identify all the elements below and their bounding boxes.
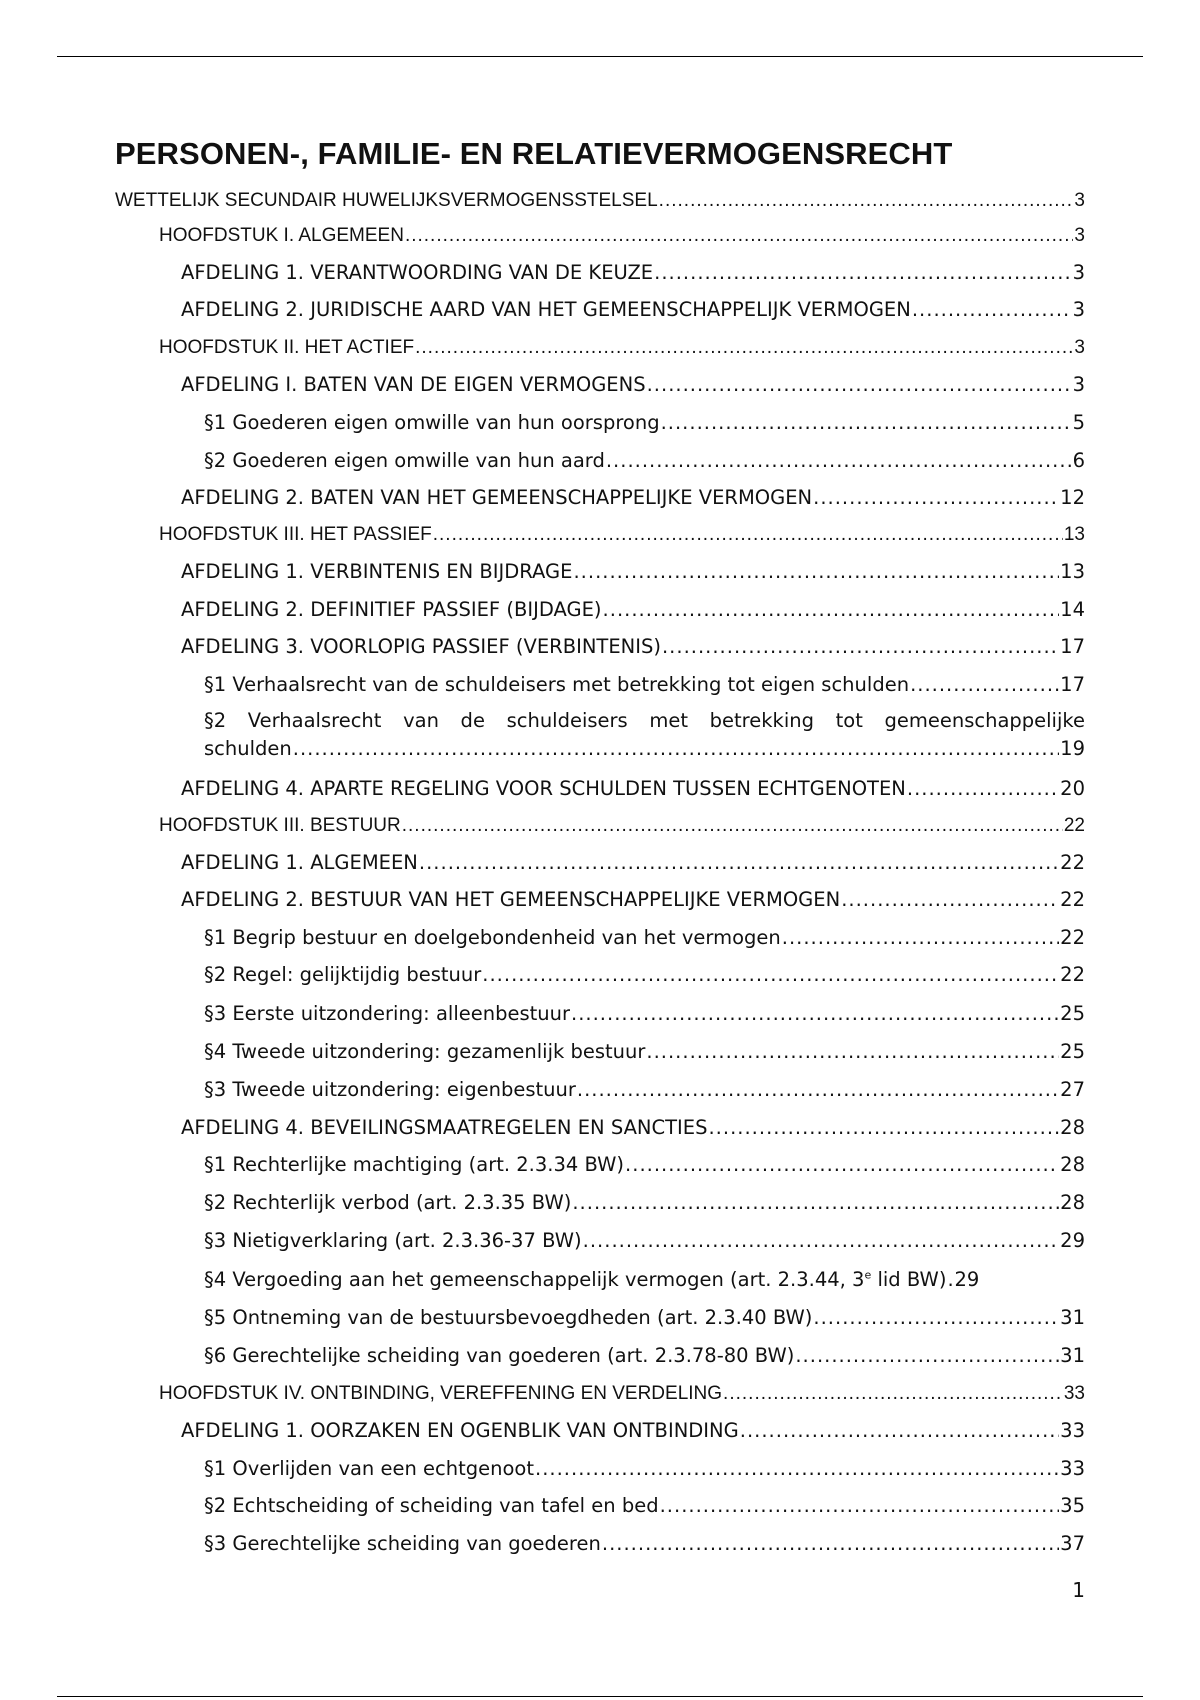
- toc-entry-paragraph[interactable]: [204, 1532, 1085, 1555]
- dot-leader: [571, 1002, 1059, 1025]
- toc-entry-text: [204, 1268, 946, 1291]
- toc-entry-text: AFDELING 1. ALGEMEEN: [181, 851, 418, 874]
- toc-page-number: 3: [1074, 190, 1085, 211]
- toc-entry-paragraph[interactable]: [204, 926, 1085, 949]
- dot-leader: [402, 815, 1063, 837]
- toc-entry-text: HOOFDSTUK I. ALGEMEEN: [159, 225, 404, 246]
- toc-entry-text: §1 Goederen eigen omwille van hun oorsprong: [204, 411, 660, 434]
- superscript: e: [864, 1268, 872, 1282]
- toc-entry-section[interactable]: [181, 1419, 1085, 1442]
- toc-entry-paragraph[interactable]: [204, 1457, 1085, 1480]
- toc-page-number: 25: [1060, 1040, 1085, 1063]
- toc-entry-text: AFDELING 4. APARTE REGELING VOOR SCHULDEN TUSSEN ECHTGENOTEN: [181, 777, 906, 800]
- toc-page-number: 13: [1063, 524, 1085, 545]
- toc-entry-paragraph[interactable]: [204, 1191, 1085, 1214]
- toc-entry-text: HOOFDSTUK II. HET ACTIEF: [159, 337, 415, 358]
- dot-leader: [740, 1419, 1059, 1442]
- page-number: 1: [1072, 1578, 1085, 1602]
- dot-leader: [573, 560, 1059, 583]
- toc-page-number: 17: [1060, 635, 1085, 658]
- toc-entry-text: §1 Verhaalsrecht van de schuldeisers met betrekking tot eigen schulden: [204, 673, 910, 696]
- dot-leader: [625, 1153, 1059, 1176]
- dot-leader: [433, 524, 1063, 546]
- dot-leader: [577, 1078, 1059, 1101]
- dot-leader: [602, 1532, 1059, 1555]
- toc-entry-text: §3 Nietigverklaring (art. 2.3.36-37 BW): [204, 1229, 582, 1252]
- toc-entry-text: HOOFDSTUK III. HET PASSIEF: [159, 524, 432, 545]
- dot-leader: [659, 190, 1074, 212]
- toc-entry-section[interactable]: [181, 598, 1085, 621]
- toc-entry-text-line1: §2 Verhaalsrecht van de schuldeisers met betrekking tot gemeenschappelijke: [204, 709, 1085, 732]
- toc-entry-text: §2 Goederen eigen omwille van hun aard: [204, 449, 605, 472]
- toc-entry-chapter[interactable]: [159, 337, 1085, 359]
- toc-entry-paragraph[interactable]: [204, 1002, 1085, 1025]
- toc-entry-text: AFDELING 2. JURIDISCHE AARD VAN HET GEMEENSCHAPPELIJK VERMOGEN: [181, 298, 911, 321]
- toc-page-number: 31: [1060, 1306, 1085, 1329]
- toc-entry-section[interactable]: [181, 888, 1085, 911]
- toc-entry-paragraph[interactable]: [204, 449, 1085, 472]
- toc-entry-text: AFDELING 3. VOORLOPIG PASSIEF (VERBINTENIS): [181, 635, 661, 658]
- toc-page-number: 3: [1072, 261, 1085, 284]
- toc-entry-paragraph[interactable]: [204, 1306, 1085, 1329]
- toc-entry-text: §5 Ontneming van de bestuursbevoegdheden (art. 2.3.40 BW): [204, 1306, 813, 1329]
- dot-leader: [813, 486, 1059, 509]
- toc-page-number: 28: [1060, 1153, 1085, 1176]
- dot-leader: [782, 926, 1059, 949]
- dot-leader: [606, 449, 1072, 472]
- toc-entry-chapter[interactable]: [159, 815, 1085, 837]
- dot-leader: [947, 1268, 953, 1291]
- dot-leader: [583, 1229, 1060, 1252]
- toc-page-number: 28: [1060, 1191, 1085, 1214]
- toc-page-number: 5: [1072, 411, 1085, 434]
- dot-leader: [535, 1457, 1059, 1480]
- dot-leader: [419, 851, 1059, 874]
- toc-entry-section[interactable]: [181, 486, 1085, 509]
- toc-entry-chapter[interactable]: [159, 225, 1085, 247]
- toc-entry-paragraph[interactable]: [204, 411, 1085, 434]
- toc-page-number: 29: [1060, 1229, 1085, 1252]
- toc-page-number: 29: [954, 1268, 980, 1291]
- dot-leader: [603, 598, 1060, 621]
- toc-entry-paragraph[interactable]: [204, 1153, 1085, 1176]
- toc-entry-section[interactable]: [181, 1116, 1085, 1139]
- dot-leader: [813, 1306, 1059, 1329]
- toc-entry-text: AFDELING 1. VERBINTENIS EN BIJDRAGE: [181, 560, 573, 583]
- toc-entry-text: AFDELING 2. BATEN VAN HET GEMEENSCHAPPELIJKE VERMOGEN: [181, 486, 813, 509]
- dot-leader: [646, 1040, 1059, 1063]
- toc-page-number: 20: [1060, 777, 1085, 800]
- toc-entry-section[interactable]: [181, 560, 1085, 583]
- toc-entry-paragraph[interactable]: [204, 1268, 1085, 1291]
- dot-leader: [723, 1383, 1063, 1405]
- toc-entry-text: AFDELING 2. BESTUUR VAN HET GEMEENSCHAPPELIJKE VERMOGEN: [181, 888, 841, 911]
- toc-entry-text: AFDELING 1. OORZAKEN EN OGENBLIK VAN ONTBINDING: [181, 1419, 739, 1442]
- toc-entry-section[interactable]: [181, 777, 1085, 800]
- dot-leader: [708, 1116, 1059, 1139]
- toc-entry-text-line2: schulden: [204, 737, 292, 760]
- toc-entry-text: §1 Overlijden van een echtgenoot: [204, 1457, 535, 1480]
- toc-entry-paragraph[interactable]: [204, 1078, 1085, 1101]
- toc-entry-text: WETTELIJK SECUNDAIR HUWELIJKSVERMOGENSSTELSEL: [115, 190, 658, 211]
- toc-entry-text-before: §4 Vergoeding aan het gemeenschappelijk vermogen (art. 2.3.44, 3: [204, 1268, 865, 1291]
- toc-entry-paragraph[interactable]: [204, 1229, 1085, 1252]
- toc-page-number: 13: [1060, 560, 1085, 583]
- toc-page-number: 33: [1060, 1419, 1085, 1442]
- toc-page-number: 14: [1060, 598, 1085, 621]
- toc-page-number: 22: [1060, 851, 1085, 874]
- dot-leader: [662, 635, 1059, 658]
- toc-entry-line2: [204, 735, 1085, 763]
- toc-entry-paragraph[interactable]: [204, 1494, 1085, 1517]
- toc-page-number: 28: [1060, 1116, 1085, 1139]
- toc-page-number: 33: [1063, 1383, 1085, 1404]
- toc-page-number: 6: [1072, 449, 1085, 472]
- dot-leader: [654, 261, 1071, 284]
- toc-entry-section[interactable]: [181, 851, 1085, 874]
- footer-rule: [57, 1696, 1143, 1697]
- toc-page-number: 12: [1060, 486, 1085, 509]
- dot-leader: [647, 373, 1072, 396]
- toc-page-number: 3: [1074, 225, 1085, 246]
- toc-entry-paragraph-wrapped[interactable]: [204, 707, 1085, 763]
- toc-entry-text: §4 Tweede uitzondering: gezamenlijk bestuur: [204, 1040, 646, 1063]
- toc-page-number: 37: [1060, 1532, 1085, 1555]
- toc-entry-title[interactable]: [115, 190, 1085, 212]
- toc-page-number: 22: [1063, 815, 1085, 836]
- dot-leader: [661, 411, 1072, 434]
- toc-page-number: 31: [1060, 1344, 1085, 1367]
- toc-page-number: 22: [1060, 888, 1085, 911]
- toc-entry-section[interactable]: [181, 261, 1085, 284]
- toc-page-number: 19: [1060, 737, 1085, 760]
- toc-entry-text: HOOFDSTUK IV. ONTBINDING, VEREFFENING EN VERDELING: [159, 1383, 723, 1404]
- dot-leader: [405, 225, 1073, 247]
- toc-entry-paragraph[interactable]: [204, 963, 1085, 986]
- toc-entry-text: AFDELING 2. DEFINITIEF PASSIEF (BIJDAGE): [181, 598, 602, 621]
- toc-entry-text: §3 Eerste uitzondering: alleenbestuur: [204, 1002, 571, 1025]
- toc-page-number: 3: [1074, 337, 1085, 358]
- toc-entry-paragraph[interactable]: [204, 1040, 1085, 1063]
- dot-leader: [660, 1494, 1060, 1517]
- toc-entry-text: AFDELING 1. VERANTWOORDING VAN DE KEUZE: [181, 261, 654, 284]
- toc-entry-text: §2 Rechterlijk verbod (art. 2.3.35 BW): [204, 1191, 572, 1214]
- toc-page-number: 22: [1060, 963, 1085, 986]
- toc-entry-text: AFDELING I. BATEN VAN DE EIGEN VERMOGENS: [181, 373, 646, 396]
- toc-entry-section[interactable]: [181, 373, 1085, 396]
- toc-page-number: 25: [1060, 1002, 1085, 1025]
- toc-entry-section[interactable]: [181, 635, 1085, 658]
- toc-entry-text: §3 Gerechtelijke scheiding van goederen: [204, 1532, 601, 1555]
- dot-leader: [907, 777, 1059, 800]
- toc-entry-text: §3 Tweede uitzondering: eigenbestuur: [204, 1078, 576, 1101]
- toc-entry-text: §2 Echtscheiding of scheiding van tafel en bed: [204, 1494, 659, 1517]
- toc-page-number: 27: [1060, 1078, 1085, 1101]
- toc-entry-section[interactable]: [181, 298, 1085, 321]
- dot-leader: [912, 298, 1072, 321]
- toc-page-number: 17: [1060, 673, 1085, 696]
- dot-leader: [293, 735, 1059, 763]
- page-title: PERSONEN-, FAMILIE- EN RELATIEVERMOGENSRECHT: [115, 136, 953, 171]
- toc-page-number: 3: [1072, 373, 1085, 396]
- toc-entry-text: §1 Rechterlijke machtiging (art. 2.3.34 BW): [204, 1153, 625, 1176]
- toc-entry-text: §2 Regel: gelijktijdig bestuur: [204, 963, 482, 986]
- toc-entry-chapter[interactable]: [159, 524, 1085, 546]
- dot-leader: [910, 673, 1059, 696]
- dot-leader: [795, 1344, 1059, 1367]
- dot-leader: [415, 337, 1073, 359]
- toc-page-number: 33: [1060, 1457, 1085, 1480]
- toc-page-number: 35: [1060, 1494, 1085, 1517]
- toc-entry-text: §1 Begrip bestuur en doelgebondenheid van het vermogen: [204, 926, 781, 949]
- dot-leader: [572, 1191, 1059, 1214]
- toc-page-number: 3: [1072, 298, 1085, 321]
- toc-entry-text: AFDELING 4. BEVEILINGSMAATREGELEN EN SANCTIES: [181, 1116, 708, 1139]
- dot-leader: [482, 963, 1059, 986]
- toc-entry-text-after: lid BW): [871, 1268, 947, 1291]
- toc-entry-paragraph[interactable]: [204, 1344, 1085, 1367]
- toc-entry-chapter[interactable]: [159, 1383, 1085, 1405]
- toc-page-number: 22: [1060, 926, 1085, 949]
- toc-entry-paragraph[interactable]: [204, 673, 1085, 696]
- dot-leader: [841, 888, 1059, 911]
- toc-entry-text: HOOFDSTUK III. BESTUUR: [159, 815, 401, 836]
- toc-entry-text: §6 Gerechtelijke scheiding van goederen (art. 2.3.78-80 BW): [204, 1344, 795, 1367]
